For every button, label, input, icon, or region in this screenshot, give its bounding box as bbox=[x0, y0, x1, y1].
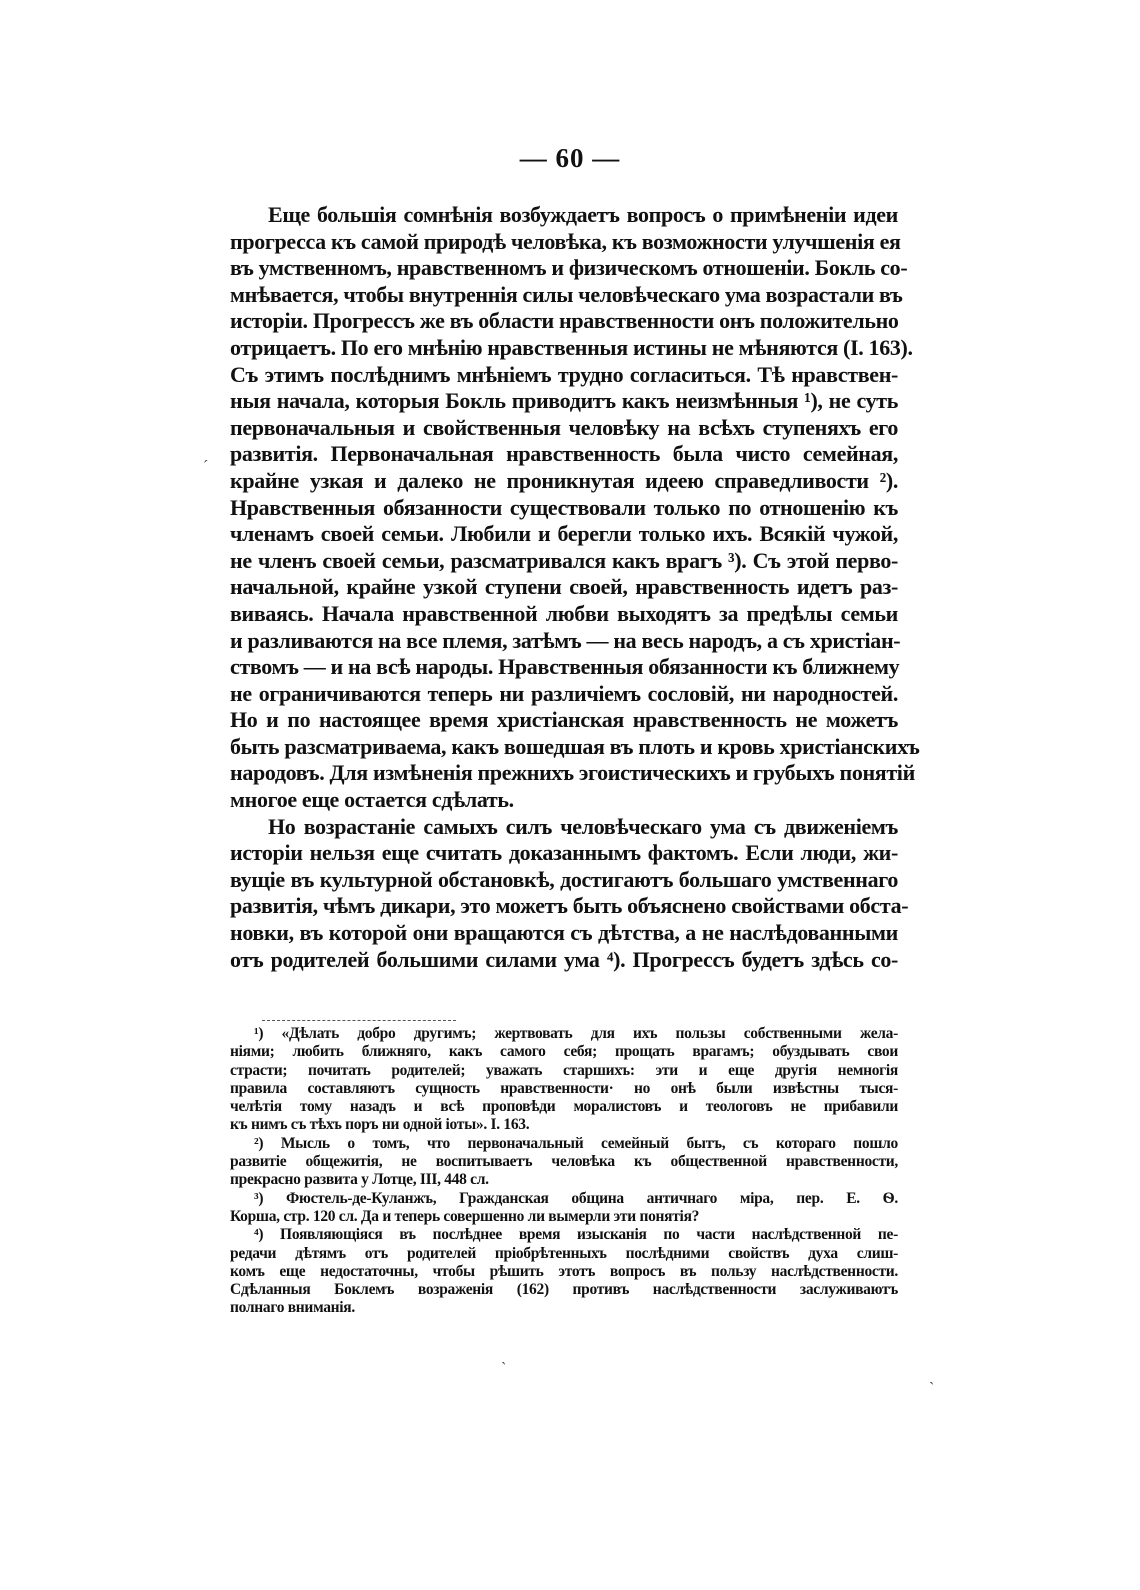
text-line: виваясь. Начала нравственной любви выходятъ за предѣлы семьи bbox=[230, 600, 898, 626]
text-line: исторіи. Прогрессъ же въ области нравственности онъ положительно bbox=[230, 308, 899, 334]
footnote-line: полнаго вниманія. bbox=[230, 1299, 355, 1317]
text-line: прогресса къ самой природѣ человѣка, къ возможности улучшенія ея bbox=[230, 228, 901, 254]
text-line: первоначальныя и свойственныя человѣку на всѣхъ ступеняхъ его bbox=[230, 414, 898, 440]
text-line: начальной, крайне узкой ступени своей, нравственность идетъ раз- bbox=[230, 574, 898, 600]
text-line: крайне узкая и далеко не проникнутая идеею справедливости ²). bbox=[230, 467, 898, 493]
text-line: Но и по настоящее время христіанская нравственность не можетъ bbox=[230, 707, 898, 733]
footnote-line: прекрасно развита у Лотце, III, 448 сл. bbox=[230, 1171, 489, 1189]
footnote-line: ніями; любить ближняго, какъ самого себя; прощать врагамъ; обуздывать свои bbox=[230, 1043, 898, 1061]
text-line: въ умственномъ, нравственномъ и физическомъ отношеніи. Бокль со- bbox=[230, 255, 908, 281]
text-line: вущіе въ культурной обстановкѣ, достигаютъ большаго умственнаго bbox=[230, 866, 898, 892]
footnotes bbox=[230, 1025, 898, 1318]
text-line: Съ этимъ послѣднимъ мнѣніемъ трудно согласиться. Тѣ нравствен- bbox=[230, 361, 898, 387]
scan-speck: ˏ bbox=[501, 1348, 507, 1365]
text-line: многое еще остается сдѣлать. bbox=[230, 787, 514, 813]
footnote-line: ³) Фюстель-де-Куланжъ, Гражданская община античнаго міра, пер. Е. Ѳ. bbox=[254, 1189, 898, 1207]
text-line: исторіи нельзя еще считать доказаннымъ фактомъ. Если люди, жи- bbox=[230, 840, 898, 866]
page-number: — 60 — bbox=[519, 143, 621, 173]
text-line: Но возрастаніе самыхъ силъ человѣческаго ума съ движеніемъ bbox=[268, 813, 898, 839]
text-line: развитія. Первоначальная нравственность была чисто семейная, bbox=[230, 441, 898, 467]
text-line: отъ родителей большими силами ума ⁴). Прогрессъ будетъ здѣсь со- bbox=[230, 946, 898, 972]
text-line: членамъ своей семьи. Любили и берегли только ихъ. Всякій чужой, bbox=[230, 521, 898, 547]
scan-speck: ˎ bbox=[929, 1368, 935, 1385]
footnote-line: къ нимъ съ тѣхъ поръ ни одной іоты». I. 163. bbox=[230, 1116, 530, 1134]
footnote-line: развитіе общежитія, не воспитываетъ человѣка къ общественной нравственности, bbox=[230, 1153, 898, 1171]
footnote-separator bbox=[262, 1020, 456, 1021]
footnote-line: ¹) «Дѣлать добро другимъ; жертвовать для ихъ пользы собственными жела- bbox=[254, 1025, 898, 1042]
main-text bbox=[230, 202, 920, 973]
footnote-line: страсти; почитать родителей; уважать старшихъ: эти и еще другія немногія bbox=[230, 1061, 898, 1079]
text-line: Еще большія сомнѣнія возбуждаетъ вопросъ о примѣненіи идеи bbox=[268, 202, 898, 227]
footnote-line: челѣтія тому назадъ и всѣ проповѣди моралистовъ и теологовъ не прибавили bbox=[230, 1098, 898, 1116]
margin-mark: ˊ bbox=[203, 458, 209, 475]
footnote-line: редачи дѣтямъ отъ родителей пріобрѣтенныхъ послѣдними свойствъ духа слиш- bbox=[230, 1244, 898, 1262]
text-line: народовъ. Для измѣненія прежнихъ эгоистическихъ и грубыхъ понятій bbox=[230, 760, 915, 786]
text-line: ныя начала, которыя Бокль приводитъ какъ неизмѣнныя ¹), не суть bbox=[230, 388, 898, 414]
footnote-line: Корша, стр. 120 сл. Да и теперь совершенно ли вымерли эти понятія? bbox=[230, 1207, 700, 1225]
text-line: мнѣвается, чтобы внутреннія силы человѣческаго ума возрастали въ bbox=[230, 281, 903, 307]
footnote-line: правила составляютъ сущность нравственности· но онѣ были извѣстны тыся- bbox=[230, 1079, 898, 1097]
text-line: развитія, чѣмъ дикари, это можетъ быть объяснено свойствами обста- bbox=[230, 893, 909, 919]
text-line: не членъ своей семьи, разсматривался какъ врагъ ³). Съ этой перво- bbox=[230, 547, 898, 573]
text-line: отрицаетъ. По его мнѣнію нравственныя истины не мѣняются (I. 163). bbox=[230, 334, 913, 360]
footnote-line: ⁴) Появляющіяся въ послѣднее время изысканія по части наслѣдственной пе- bbox=[254, 1226, 898, 1244]
text-line: ствомъ — и на всѣ народы. Нравственныя обязанности къ ближнему bbox=[230, 654, 900, 680]
text-line: не ограничиваются теперь ни различіемъ сословій, ни народностей. bbox=[230, 680, 898, 706]
footnote-line: комъ еще недостаточны, чтобы рѣшить этотъ вопросъ въ пользу наслѣдственности. bbox=[230, 1262, 898, 1280]
text-line: быть разсматриваема, какъ вошедшая въ плоть и кровь христіанскихъ bbox=[230, 733, 920, 759]
text-line: новки, въ которой они вращаются съ дѣтства, а не наслѣдованными bbox=[230, 920, 898, 946]
text-line: Нравственныя обязанности существовали только по отношенію къ bbox=[230, 494, 898, 520]
footnote-line: Сдѣланныя Боклемъ возраженія (162) противъ наслѣдственности заслуживаютъ bbox=[230, 1281, 898, 1299]
text-line: и разливаются на все племя, затѣмъ — на весь народъ, а съ христіан- bbox=[230, 627, 901, 653]
footnote-line: ²) Мысль о томъ, что первоначальный семейный бытъ, съ котораго пошло bbox=[254, 1134, 898, 1152]
